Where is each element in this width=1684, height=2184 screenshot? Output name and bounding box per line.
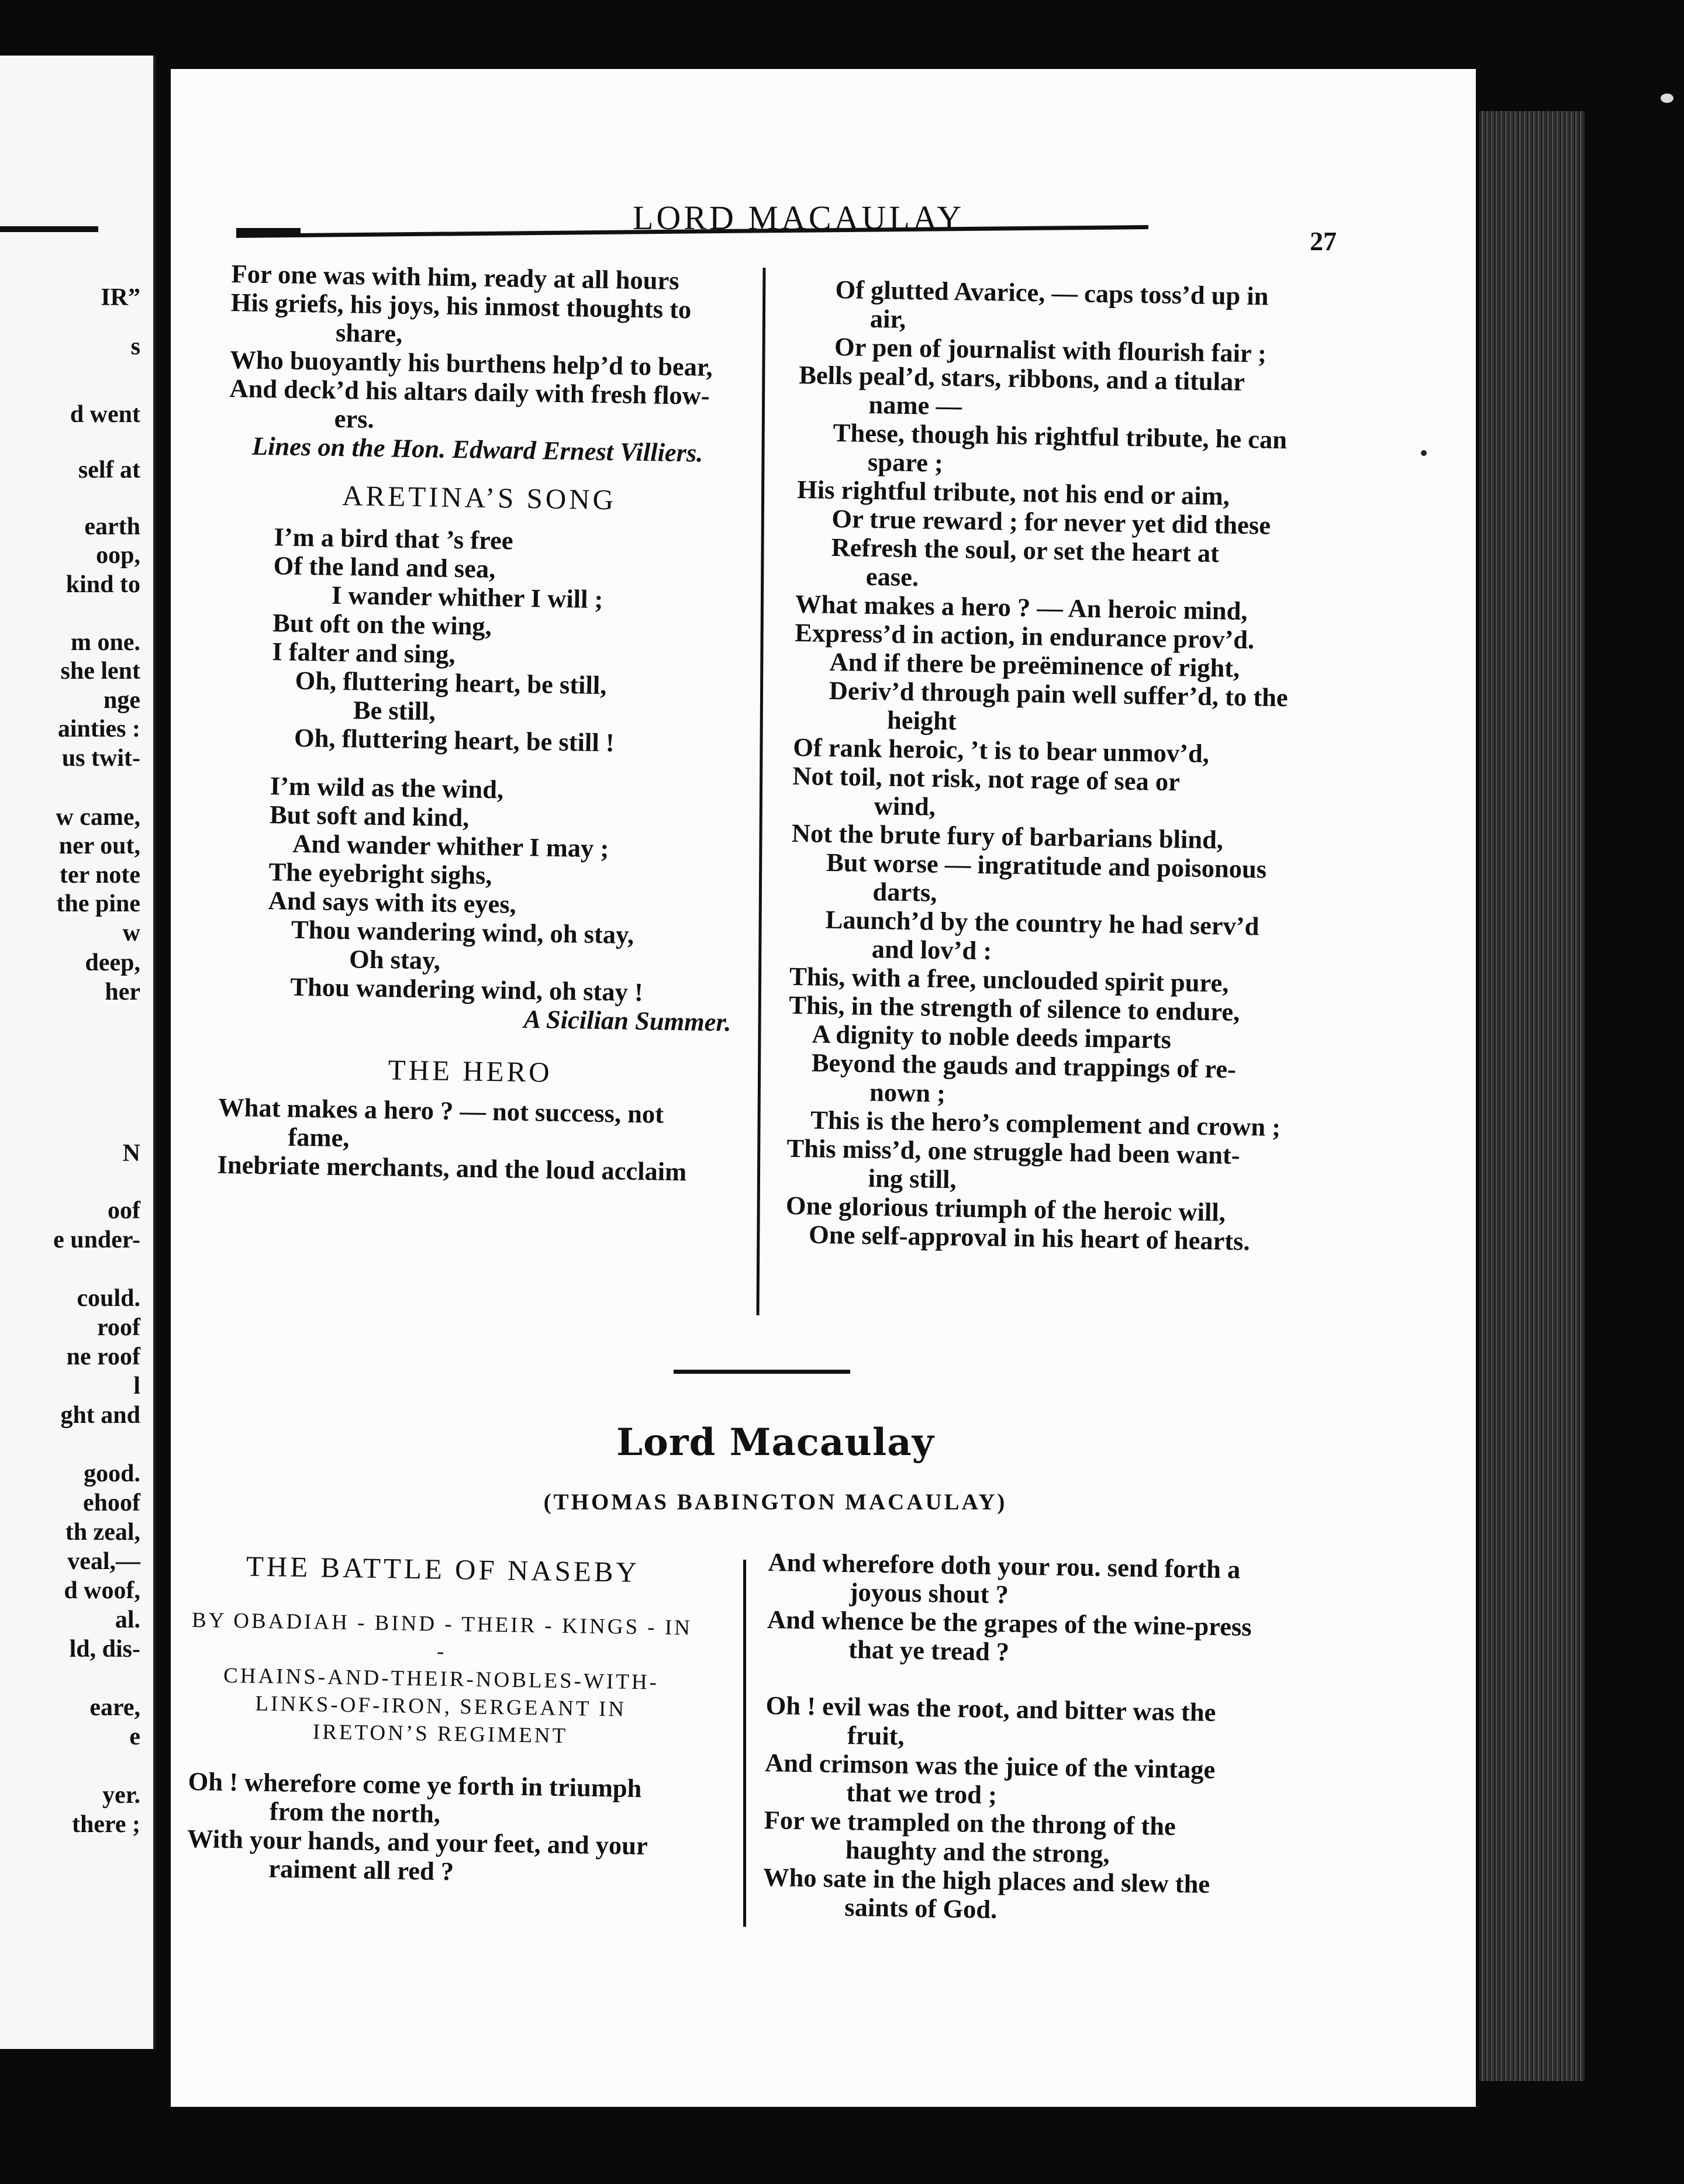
verse-line: Of the land and sea,	[273, 551, 496, 584]
speck	[1661, 94, 1673, 103]
verse-line: I’m wild as the wind,	[270, 771, 504, 804]
fragment-line: th zeal,	[65, 1519, 140, 1546]
fragment-line: oop,	[96, 542, 140, 569]
verse-line: Beyond the gauds and trappings of re-	[811, 1048, 1237, 1084]
verse-line: Thou wandering wind, oh stay !	[290, 972, 644, 1007]
verse-line: Refresh the soul, or set the heart at	[831, 532, 1220, 568]
author-full-name: (THOMAS BABINGTON MACAULAY)	[543, 1490, 1007, 1515]
verse-line: wind,	[874, 791, 936, 821]
verse-line: and lov’d :	[871, 934, 992, 966]
verse-line: Thou wandering wind, oh stay,	[291, 914, 634, 949]
section-rule	[674, 1370, 850, 1374]
fragment-line: nge	[103, 687, 140, 714]
verse-line: ing still,	[868, 1163, 957, 1194]
fragment-line: could.	[77, 1285, 140, 1312]
column-bottom-right	[762, 1548, 1476, 1932]
verse-line: Oh ! evil was the root, and bitter was the	[765, 1690, 1216, 1727]
page-edges	[1479, 111, 1585, 2081]
verse-line: fruit,	[847, 1720, 905, 1751]
fragment-line: her	[105, 979, 140, 1005]
fragment-line: she lent	[60, 658, 140, 685]
fragment-line: IR”	[101, 284, 140, 311]
verse-line: share,	[335, 317, 403, 348]
verse-line: And whence be the grapes of the wine-press	[767, 1604, 1252, 1642]
verse-line: haughty and the strong,	[845, 1835, 1110, 1869]
speck	[1421, 450, 1427, 456]
fragment-line: d went	[70, 401, 140, 428]
fragment-line: m one.	[71, 629, 140, 656]
fragment-line: ainties :	[57, 716, 140, 742]
naseby-title: THE BATTLE OF NASEBY	[246, 1550, 640, 1589]
fragment-line: N	[122, 1140, 140, 1167]
verse-line: Who sate in the high places and slew the	[762, 1862, 1210, 1899]
verse-line: But oft on the wing,	[272, 608, 492, 641]
verse-line: For one was with him, ready at all hours	[231, 259, 679, 296]
fragment-line: oof	[108, 1197, 140, 1224]
verse-line: And deck’d his altars daily with fresh flow-	[229, 373, 710, 410]
verse-line: What makes a hero ? — not success, not	[218, 1092, 664, 1129]
verse-line: Be still,	[353, 695, 436, 726]
verse-line: His rightful tribute, not his end or aim,	[796, 474, 1230, 511]
verse-line: Or pen of journalist with flourish fair ;	[834, 331, 1267, 368]
aretina-title: ARETINA’S SONG	[341, 479, 617, 516]
fragment-line: e under-	[53, 1226, 140, 1253]
verse-line: This, with a free, unclouded spirit pure,	[789, 961, 1229, 998]
verse-line: fame,	[288, 1122, 350, 1153]
verse-line: Bells peal’d, stars, ribbons, and a titular	[798, 360, 1245, 396]
fragment-line: ner out,	[58, 832, 140, 859]
running-head: LORD MACAULAY	[633, 199, 965, 237]
facing-page-fragment	[0, 56, 156, 2049]
verse-line: Launch’d by the country he had serv’d	[825, 904, 1259, 941]
verse-line: But worse — ingratitude and poisonous	[826, 847, 1267, 884]
fragment-line: earth	[84, 513, 140, 540]
fragment-line: d woof,	[64, 1577, 140, 1604]
fragment-line: the pine	[56, 890, 140, 917]
verse-line: Deriv’d through pain well suffer’d, to the	[829, 675, 1289, 713]
verse-line: air,	[869, 303, 906, 334]
verse-line: His griefs, his joys, his inmost thoughts to	[230, 287, 692, 324]
verse-line: raiment all red ?	[268, 1854, 454, 1886]
verse-line: Oh, fluttering heart, be still,	[295, 665, 607, 700]
verse-line: I wander whither I will ;	[331, 580, 603, 614]
verse-line: Not the brute fury of barbarians blind,	[791, 818, 1224, 855]
fragment-line: l	[133, 1373, 140, 1399]
verse-line: Or true reward ; for never yet did these	[831, 503, 1271, 540]
fragment-line: us twit-	[61, 745, 140, 772]
verse-line: that ye tread ?	[848, 1634, 1010, 1667]
verse-line: Inebriate merchants, and the loud acclaim	[217, 1149, 687, 1187]
byline-line: CHAINS-AND-THEIR-NOBLES-WITH-	[223, 1663, 660, 1695]
byline-line: LINKS-OF-IRON, SERGEANT IN	[255, 1691, 627, 1722]
verse-line: I’m a bird that ’s free	[274, 522, 513, 555]
author-heading: Lord Macaulay	[616, 1421, 934, 1464]
fragment-line: veal,—	[67, 1548, 140, 1575]
facing-page-rule	[0, 226, 98, 232]
verse-line: ease.	[865, 561, 919, 592]
verse-line: spare ;	[867, 447, 944, 478]
verse-line: nown ;	[869, 1077, 946, 1108]
verse-line: With your hands, and your feet, and your	[187, 1823, 648, 1861]
byline-line: BY OBADIAH - BIND - THEIR - KINGS - IN -	[191, 1608, 693, 1664]
verse-line: Oh stay,	[348, 944, 441, 975]
column-divider-lower	[743, 1560, 746, 1927]
hero-title: THE HERO	[388, 1053, 553, 1088]
verse-line: name —	[868, 389, 962, 421]
verse-line: A dignity to noble deeds imparts	[812, 1019, 1172, 1055]
hero-poem-continued	[785, 275, 1476, 1260]
fragment-line: eare,	[89, 1694, 140, 1721]
naseby-poem-continued	[762, 1548, 1476, 1932]
verse-line: And wherefore doth your rou. send forth a	[768, 1547, 1241, 1584]
fragment-line: al.	[115, 1606, 140, 1633]
byline-line: IRETON’S REGIMENT	[312, 1720, 568, 1748]
fragment-line: ne roof	[66, 1343, 140, 1370]
verse-line: Not toil, not risk, not rage of sea or	[792, 761, 1181, 797]
fragment-line: roof	[97, 1314, 140, 1341]
verse-line: But soft and kind,	[269, 800, 470, 832]
fragment-line: e	[129, 1723, 140, 1750]
page-number: 27	[1310, 226, 1337, 256]
fragment-line: yer.	[102, 1782, 140, 1809]
verse-line: And wander whither I may ;	[292, 828, 609, 863]
verse-line: Oh, fluttering heart, be still !	[294, 723, 615, 758]
verse-line: One glorious triumph of the heroic will,	[785, 1190, 1226, 1227]
verse-line: Express’d in action, in endurance prov’d.	[794, 617, 1255, 655]
verse-line: This miss’d, one struggle had been want-	[786, 1133, 1240, 1170]
fragment-line: self at	[78, 457, 140, 483]
aretina-attribution: A Sicilian Summer.	[523, 1004, 731, 1037]
verse-line: that we trod ;	[846, 1778, 998, 1810]
verse-line: And crimson was the juice of the vintage	[764, 1747, 1216, 1785]
verse-line: Who buoyantly his burthens help’d to bear,	[229, 344, 713, 382]
fragment-line: ld, dis-	[69, 1636, 140, 1663]
verse-line: darts,	[872, 877, 937, 907]
verse-line: height	[886, 705, 957, 736]
verse-line: This, in the strength of silence to endure,	[788, 990, 1240, 1027]
fragment-line: s	[130, 333, 140, 360]
verse-line: ers.	[334, 403, 375, 434]
verse-line: Oh ! wherefore come ye forth in triumph	[188, 1766, 642, 1803]
verse-line: One self-approval in his heart of hearts.	[808, 1219, 1250, 1256]
verse-line: What makes a hero ? — An heroic mind,	[795, 589, 1248, 626]
fragment-line: kind to	[65, 571, 140, 598]
verse-line: And if there be preëminence of right,	[829, 647, 1240, 683]
verse-line: The eyebright sighs,	[268, 857, 492, 890]
page	[171, 69, 1476, 2107]
verse-line: Of rank heroic, ’t is to bear unmov’d,	[792, 732, 1210, 769]
villiers-attribution: Lines on the Hon. Edward Ernest Villiers.	[251, 431, 703, 468]
verse-line: joyous shout ?	[849, 1577, 1009, 1609]
verse-line: This is the hero’s complement and crown ;	[810, 1105, 1281, 1142]
fragment-line: ter note	[60, 862, 140, 889]
verse-line: Of glutted Avarice, — caps toss’d up in	[835, 274, 1269, 311]
verse-line: saints of God.	[844, 1892, 998, 1924]
fragment-line: deep,	[85, 949, 140, 976]
verse-line: These, though his rightful tribute, he can	[833, 417, 1288, 455]
fragment-line: good.	[84, 1460, 140, 1487]
fragment-line: w came,	[56, 804, 140, 831]
column-top-right	[785, 275, 1476, 1260]
verse-line: For we trampled on the throng of the	[764, 1805, 1176, 1841]
fragment-line: ght and	[60, 1402, 140, 1429]
fragment-line: ehoof	[83, 1490, 140, 1516]
verse-line: I falter and sing,	[272, 637, 456, 669]
verse-line: from the north,	[269, 1796, 441, 1829]
fragment-line: there ;	[72, 1811, 140, 1838]
verse-line: And says with its eyes,	[268, 886, 517, 919]
fragment-line: w	[122, 920, 140, 946]
